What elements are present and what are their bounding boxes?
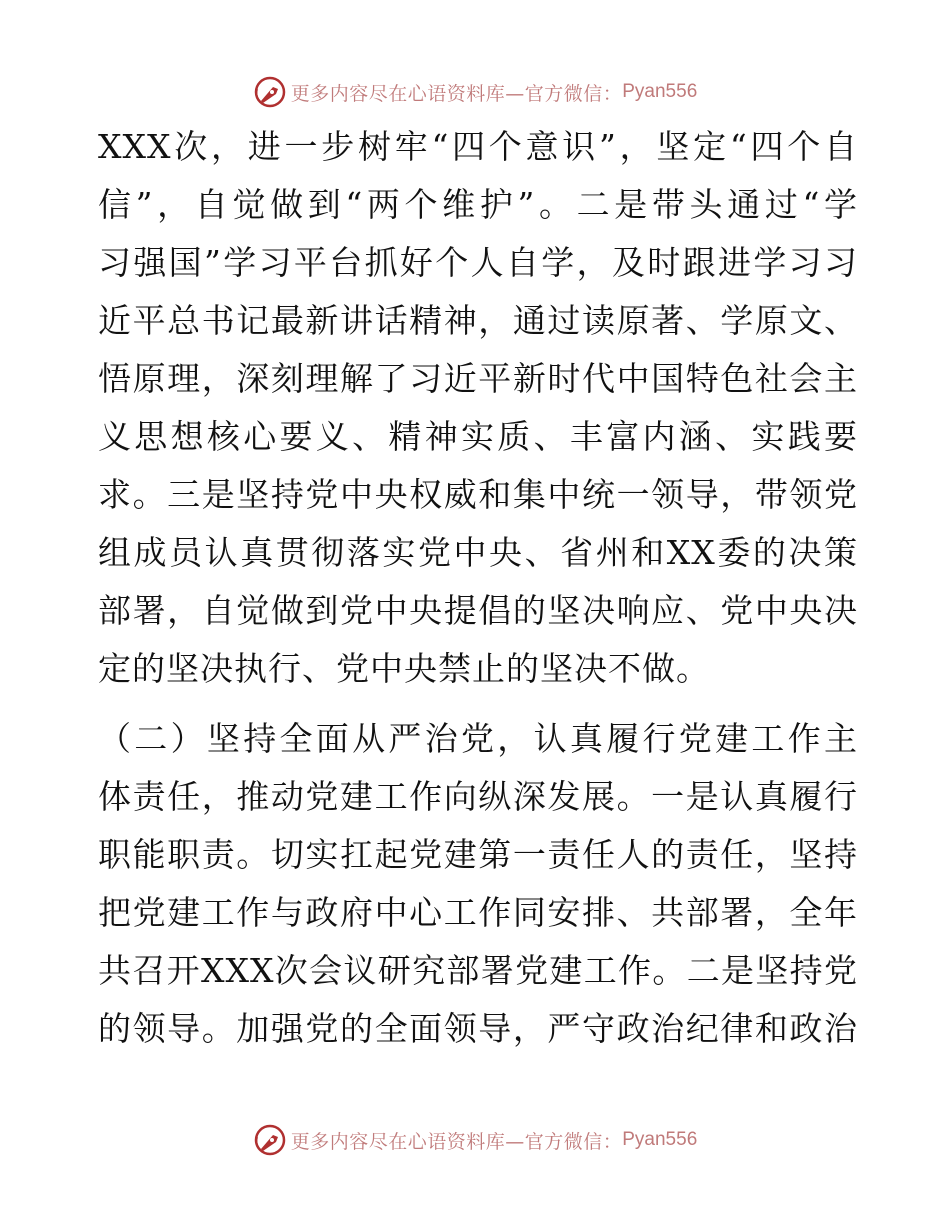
watermark-text: 更多内容尽在心语资料库—官方微信： bbox=[290, 82, 623, 105]
watermark-wechat-id: Pyan556 bbox=[622, 81, 698, 102]
text-line: 近平总书记最新讲话精神，通过读原著、学原文、 bbox=[98, 301, 858, 340]
paragraph-1 bbox=[98, 118, 858, 698]
text-line: 共召开XXX次会议研究部署党建工作。二是坚持党 bbox=[98, 951, 858, 990]
text-line: 体责任，推动党建工作向纵深发展。一是认真履行 bbox=[98, 777, 858, 816]
text-line: 组成员认真贯彻落实党中央、省州和XX委的决策 bbox=[98, 533, 858, 572]
text-line: 把党建工作与政府中心工作同安排、共部署，全年 bbox=[98, 893, 858, 932]
text-line: 习强国”学习平台抓好个人自学，及时跟进学习习 bbox=[98, 243, 858, 282]
paragraph-2 bbox=[98, 710, 858, 1058]
text-line: 悟原理，深刻理解了习近平新时代中国特色社会主 bbox=[98, 359, 858, 398]
paragraph-gap bbox=[98, 698, 858, 710]
text-line: 义思想核心要义、精神实质、丰富内涵、实践要 bbox=[98, 417, 858, 456]
text-line: 信”，自觉做到“两个维护”。二是带头通过“学 bbox=[98, 185, 858, 224]
text-line: 定的坚决执行、党中央禁止的坚决不做。 bbox=[98, 649, 710, 688]
pen-nib-logo-icon bbox=[253, 1123, 287, 1157]
text-line: 求。三是坚持党中央权威和集中统一领导，带领党 bbox=[98, 475, 858, 514]
watermark-wechat-id: Pyan556 bbox=[622, 1129, 698, 1150]
text-line: 部署，自觉做到党中央提倡的坚决响应、党中央决 bbox=[98, 591, 858, 630]
text-line: （二）坚持全面从严治党，认真履行党建工作主 bbox=[98, 719, 858, 758]
text-line: 的领导。加强党的全面领导，严守政治纪律和政治 bbox=[98, 1009, 858, 1048]
text-line: XXX次，进一步树牢“四个意识”，坚定“四个自 bbox=[98, 127, 858, 166]
watermark-text: 更多内容尽在心语资料库—官方微信： bbox=[290, 1130, 623, 1153]
pen-nib-logo-icon bbox=[253, 75, 287, 109]
footer-watermark bbox=[0, 1118, 950, 1162]
text-line: 职能职责。切实扛起党建第一责任人的责任，坚持 bbox=[98, 835, 858, 874]
document-body bbox=[98, 118, 858, 1058]
header-watermark bbox=[0, 70, 950, 114]
